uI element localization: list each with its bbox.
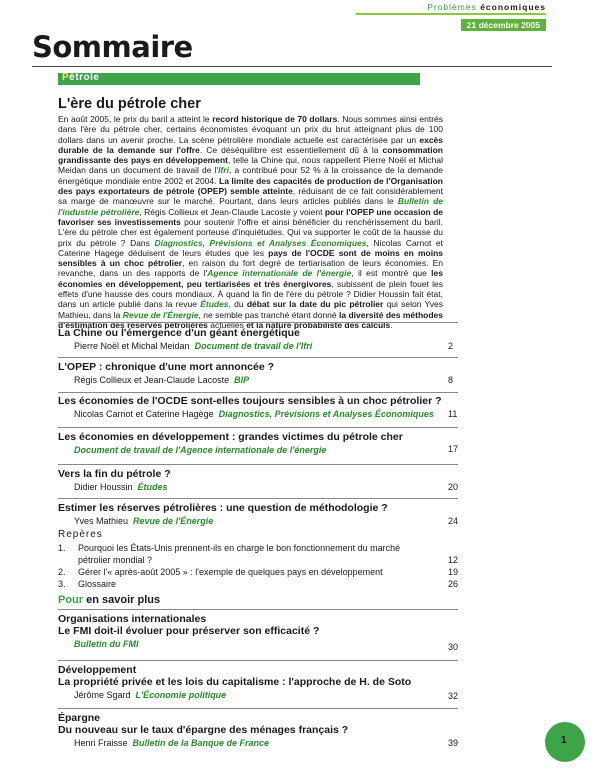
intro-segment: , il est montré que: [351, 268, 432, 279]
entry-page: 11: [448, 409, 458, 419]
extra-category: Développement: [58, 664, 137, 676]
extra-category: Organisations internationales: [58, 613, 207, 625]
intro-segment: débat sur la date du pic pétrolier: [246, 299, 384, 310]
publication-name: Problèmes économiques: [427, 2, 546, 12]
entry-byline: Yves Mathieu Revue de l'Énergie: [74, 516, 214, 526]
intro-segment: Études: [200, 299, 229, 310]
entry-page: 19: [448, 567, 459, 577]
entry-byline: Document de travail de l'Agence internationale de l'énergie: [74, 445, 327, 455]
toc-entry[interactable]: [58, 361, 458, 385]
entry-title: Estimer les réserves pétrolières : une question de méthodologie ?: [58, 502, 388, 514]
separator: [58, 464, 458, 465]
repere-item[interactable]: 3. Glossaire: [58, 579, 117, 589]
entry-byline: Didier Houssin Études: [74, 482, 168, 492]
issue-date: 21 décembre 2005: [461, 19, 546, 31]
page-number-badge: [545, 722, 585, 762]
intro-segment: . Nous sommes ainsi entrés dans l'ère du pétrole cher, certains économistes évoquant un prix du brut atteignant plus de 100 dollars dans un avenir proche. La scène pétrolière mondiale actuelle est caractérisée par un: [58, 114, 443, 145]
intro-segment: , en raison du fort degré de tertiarisation de leurs économies. En revanche, dans un des rapports de l': [58, 258, 443, 279]
extra-entry[interactable]: [58, 613, 458, 649]
intro-segment: record historique de 70 dollars: [212, 114, 338, 124]
intro-segment: , telle la Chine qui, nous rappellent Pierre Noël et Michal Meidan dans un document de travail de l': [58, 155, 444, 176]
separator: [58, 427, 458, 428]
entry-byline: Henri Fraisse Bulletin de la Banque de France: [74, 738, 270, 748]
intro-segment: pour l'OPEP une occasion de favoriser ses investissements: [58, 206, 444, 227]
intro-segment: La limite des capacités de production de l'Organisation des pays exportateurs de pétrole (OPEP) semble atteinte: [58, 175, 443, 197]
intro-segment: la diversité des méthodes d'estimation des réserves pétrolières: [58, 309, 443, 330]
toc-entry[interactable]: [58, 327, 458, 351]
intro-segment: qui selon Yves Mathieu, dans la: [58, 299, 443, 320]
intro-segment: , ne semble pas tranché étant donné: [198, 309, 340, 320]
section-bar: [58, 73, 420, 85]
intro-segment: les économies en développement, peu tertiarisées et très énergivores: [58, 268, 443, 289]
entry-title: Les économies en développement : grandes victimes du pétrole cher: [58, 431, 403, 443]
entry-title: Le FMI doit-il évoluer pour préserver son efficacité ?: [58, 625, 320, 637]
toc-entry[interactable]: [58, 502, 458, 526]
entry-title: La Chine ou l'émergence d'un géant énergétique: [58, 327, 300, 339]
entry-page: 26: [448, 579, 459, 589]
entry-byline: Bulletin du FMI: [74, 639, 139, 649]
separator: [58, 357, 458, 358]
extra-entry[interactable]: [58, 664, 458, 700]
entry-page: 30: [448, 642, 459, 652]
entry-title: L'OPEP : chronique d'une mort annoncée ?: [58, 361, 274, 373]
intro-segment: Agence internationale de l'énergie: [207, 268, 352, 279]
intro-segment: excès durable de la demande sur l'offre: [58, 134, 443, 155]
intro-segment: Diagnostics, Prévisions et Analyses Économiques: [154, 237, 367, 248]
publication-header: [356, 2, 546, 33]
intro-segment: actuelles: [207, 319, 247, 330]
intro-segment: En août 2005, le prix du baril a atteint le: [58, 114, 213, 124]
intro-segment: et la nature probabiliste des calculs: [246, 319, 391, 330]
separator: [58, 708, 458, 709]
entry-page: 8: [448, 375, 454, 385]
entry-title: La propriété privée et les lois du capitalisme : l'approche de H. de Soto: [58, 676, 412, 688]
pour-heading: Pour en savoir plus: [58, 594, 161, 606]
entry-page: 12: [448, 555, 459, 565]
separator: [58, 660, 458, 661]
intro-segment: , Régis Collieux et Jean-Claude Lacoste y voient: [139, 206, 325, 217]
intro-segment: , du: [228, 299, 247, 310]
separator: [58, 609, 458, 610]
intro-segment: pays de l'OCDE sont de moins en moins sensibles à un choc pétrolier: [58, 247, 443, 269]
main-heading: L'ère du pétrole cher: [58, 96, 201, 112]
separator: [58, 392, 458, 393]
page-title: Sommaire: [32, 30, 193, 64]
toc-entry[interactable]: [58, 431, 458, 455]
entry-page: 2: [448, 341, 454, 351]
page-number: 1: [561, 735, 567, 746]
intro-segment: . Ce déséquilibre est essentiellement dû à la: [199, 144, 383, 155]
entry-page: 32: [448, 691, 459, 701]
entry-byline: Jérôme Sgard L'Économie politique: [74, 690, 227, 700]
entry-title: Vers la fin du pétrole ?: [58, 468, 171, 480]
entry-byline: Pierre Noël et Michal Meidan Document de travail de l'Ifri: [74, 341, 313, 351]
intro-segment: Revue de l'Énergie: [122, 309, 199, 320]
separator: [58, 498, 458, 499]
intro-segment: pour soutenir l'offre et ainsi bénéficier du renchérissement du baril. L'ère du pétrole cher est également porteuse d'inquiétudes. Qui va supporter le coût de la hausse du prix du pétrole ? Dans: [58, 216, 443, 248]
intro-segment: .: [390, 319, 393, 330]
intro-segment: , a contribué pour 52 % à la croissance de la demande énergétique mondiale entre 2002 et 2004.: [58, 165, 443, 186]
entry-page: 20: [448, 482, 459, 492]
intro-paragraph: [58, 114, 443, 330]
entry-page: 39: [448, 738, 459, 748]
intro-segment: , réduisant de ce fait considérablement sa marge de manœuvre sur le marché. Pourtant, dans leurs articles publiés dans le: [58, 186, 443, 207]
repere-item[interactable]: 1. Pourquoi les États-Unis prennent-ils en charge le bon fonctionnement du marché: [58, 543, 401, 553]
intro-segment: Ifri: [218, 165, 229, 176]
intro-segment: consommation grandissante des pays en développement: [58, 144, 443, 166]
entry-page: 24: [448, 516, 459, 526]
intro-segment: , Nicolas Carnot et Caterine Hagege déduisent de leurs études que les: [58, 237, 443, 258]
entry-title: Les économies de l'OCDE sont-elles toujours sensibles à un choc pétrolier ?: [58, 395, 442, 407]
extra-entry[interactable]: [58, 712, 458, 748]
intro-segment: , subissent de plein fouet les effets d'une hausse des cours mondiaux. À quand la fin de l'ère du pétrole ? Didier Houssin fait état, dans un article publié dans la revue: [58, 278, 443, 310]
repere-item[interactable]: 2. Gérer l'« après-août 2005 » : l'exemple de quelques pays en développement: [58, 567, 383, 577]
intro-segment: Bulletin de l'industrie pétrolière: [58, 196, 443, 217]
separator: [58, 322, 458, 323]
entry-page: 17: [448, 444, 459, 454]
extra-category: Épargne: [58, 712, 101, 724]
entry-byline: Nicolas Carnot et Caterine Hagège Diagnostics, Prévisions et Analyses Économiques: [74, 409, 434, 419]
header-rule: [356, 13, 546, 15]
toc-entry[interactable]: [58, 468, 458, 492]
reperes-heading: Repères: [58, 529, 103, 540]
repere-item-cont: pétrolier mondial ?: [78, 555, 153, 565]
toc-entry[interactable]: [58, 395, 458, 419]
title-rule: [32, 66, 552, 67]
section-label: Pétrole: [62, 72, 100, 83]
entry-title: Du nouveau sur le taux d'épargne des ménages français ?: [58, 724, 349, 736]
entry-byline: Régis Collieux et Jean-Claude Lacoste BIP: [74, 375, 250, 385]
